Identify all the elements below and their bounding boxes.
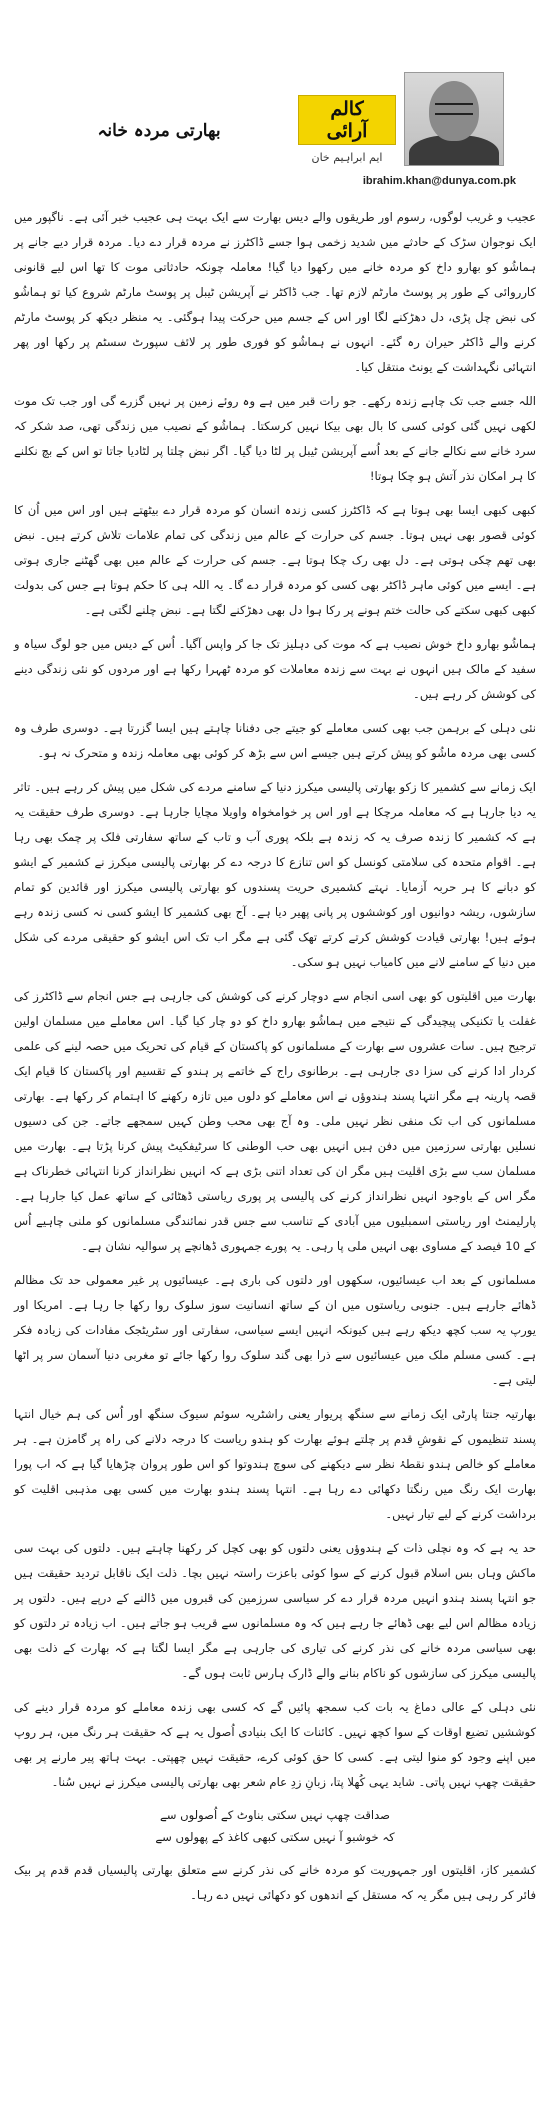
paragraph-5: نئی دہلی کے برہمن جب بھی کسی معاملے کو جیتے جی دفنانا چاہتے ہیں ایسا گزرتا ہے۔ دوسری طرف وہ کسی بھی مردہ ماشُو کو پیش کرتے ہیں جیسے اس سے بڑھ کر کوئی بھی معاملہ زندہ و متحرک نہ ہو۔ — [14, 721, 536, 760]
article-body — [14, 205, 536, 1908]
poem-couplet — [14, 1804, 536, 1848]
paragraph-9: بھارتیہ جنتا پارٹی ایک زمانے سے سنگھ پریوار یعنی راشٹریہ سوئم سیوک سنگھ اور اُس کی ہم خیال انتہا پسند تنظیموں کے نقوشِ قدم پر چلتے ہوئے بھارت کو ہندو ریاست کا درجہ دلانے کی راہ پر گامزن ہے۔ ہر معاملے کو خالص ہندو نقطۂ نظر سے دیکھنے کی سوچ ہندوتوا کو اس طور پروان چڑھایا گیا ہے کہ اب پورا بھارت ایک رنگ میں رنگتا دکھائی دے رہا ہے۔ انتہا پسند ہندو بھارت میں کسی بھی مذہبی اقلیت کو برداشت کرنے کے لیے تیار نہیں۔ — [14, 1407, 536, 1521]
closing-paragraph: کشمیر کاز، اقلیتوں اور جمہوریت کو مردہ خانے کی نذر کرنے سے متعلق بھارتی پالیسیاں قدم قدم پر بیک فائر کر رہی ہیں مگر یہ کہ مستقل کے اندھوں کو دکھائی نہیں دے رہا۔ — [14, 1863, 536, 1902]
paragraph-11: نئی دہلی کے عالی دماغ یہ بات کب سمجھ پائیں گے کہ کسی بھی زندہ معاملے کو مردہ قرار دینے کی کوششیں تضیع اوقات کے سوا کچھ نہیں۔ کائنات کا ایک بنیادی اُصول یہ ہے کہ حقیقت ہر رنگ میں، ہر روپ میں اپنے وجود کو منوا لیتی ہے۔ کسی کا حق کوئی کرے، حقیقت نہیں چھپتی۔ بہت ہاتھ پیر مارنے پر بھی حقیقت چھپ نہیں پاتی۔ شاید یہی کُھلا پتا، زبانِ زدِ عام شعر بھی بھارتی پالیسی میکرز نے نہیں سُنا۔ — [14, 1700, 536, 1789]
column-brand — [298, 95, 396, 164]
author-email: ibrahim.khan@dunya.com.pk — [362, 175, 516, 187]
author-photo — [404, 72, 504, 166]
paragraph-6: ایک زمانے سے کشمیر کا زکو بھارتی پالیسی میکرز دنیا کے سامنے مردے کی شکل میں پیش کر رہے ہیں۔ تاثر یہ دیا جارہا ہے کہ معاملہ مرچکا ہے اور اس پر خوامخواہ واویلا مچایا جارہا ہے۔ دوسری طرف حقیقت یہ ہے کہ کشمیر کا زندہ صرف یہ کہ زندہ ہے بلکہ پوری آب و تاب کے ساتھ سفارتی فلک پر چمک بھی رہا ہے۔ اقوام متحدہ کی سلامتی کونسل کو اس تنازع کا درجہ دے کر بھارتی پالیسی میکرز نے کشمیر کے ایشو کو دبانے کا ہر حربہ آزمایا۔ نہتے کشمیری حریت پسندوں کو بھارتی پالیسی میکرز اور قائدین کو تمام سازشوں، ریشہ دوانیوں اور کوششوں پر پانی پھیر دیا ہے۔ آج بھی کشمیر کا ایشو کسی نہ کسی زندہ رہے ہوئے ہیں! بھارتی قیادت کوشش کرتے کرتے تھک گئی ہے مگر اب تک اس ایشو کو حقیقی مردے کی شکل میں دنیا کے سامنے لانے میں کامیاب نہیں ہو سکی۔ — [14, 780, 536, 969]
paragraph-2: اللہ جسے جب تک چاہے زندہ رکھے۔ جو رات قبر میں ہے وہ روئے زمین پر نہیں گزرے گی اور جب تک موت لکھی نہیں گئی کوئی کسی کا بال بھی بیکا نہیں کرسکتا۔ ہماشُو کے نصیب میں زندگی تھی، صد شکر کہ سرد خانے سے نکالے جانے کے بعد اُسے آپریشن ٹیبل پر لٹا دیا گیا۔ اگر نبض چلتا پر لٹادیا جاتا تو اس کے بچ نکلنے کا ہر امکان نذر آتش ہو چکا ہوتا! — [14, 394, 536, 483]
poem-line-1: صداقت چھپ نہیں سکتی بناوٹ کے اُصولوں سے — [159, 1808, 391, 1822]
paragraph-4: ہماشُو بھارو داخ خوش نصیب ہے کہ موت کی دہلیز تک جا کر واپس آگیا۔ اُس کے دیس میں جو لوگ سیاہ و سفید کے مالک ہیں انہوں نے بہت سے زندہ معاملات کو مردہ ٹھہرا رکھا ہے اور مردوں کو نئی زندگی دینے کی کوشش کر رہے ہیں۔ — [14, 637, 536, 701]
column-name: کالم آرائی — [298, 95, 396, 145]
article-title: بھارتی مردہ خانہ — [97, 121, 221, 141]
author-photo-glasses — [435, 103, 473, 115]
author-name: ایم ابراہیم خان — [311, 151, 383, 164]
paragraph-10: حد یہ ہے کہ وہ نچلی ذات کے ہندوؤں یعنی دلتوں کو بھی کچل کر رکھنا چاہتے ہیں۔ دلتوں کی بہت سی ماکش وہاں بس اسلام قبول کرنے کے سوا کوئی باعزت راستہ نہیں بچا۔ ذلت ایک ناقابل تردید حقیقت ہیں جو انتہا پسند ہندو انہیں مردہ قرار دے کر سیاسی سرزمین کی قبروں میں ڈالنے کے درپے ہیں۔ دلتوں پر زیادہ مظالم اس لیے بھی ڈھائے جا رہے ہیں کہ وہ مسلمانوں سے قریب ہو جاتے ہیں۔ اب زیادہ تر دلتوں کو بھی سیاسی مردہ خانے کی نذر کرنے کی تیاری کی جارہی ہے مگر ایسا لگتا ہے کہ بھارت کے ذلت بھی پالیسی میکرز کی سازشوں کو ناکام بنانے والے ڈارک ہارس ثابت ہوں گے۔ — [14, 1541, 536, 1680]
paragraph-7: بھارت میں اقلیتوں کو بھی اسی انجام سے دوچار کرنے کی کوشش کی جارہی ہے جس انجام سے ڈاکٹرز کی غفلت یا تکنیکی پیچیدگی کے نتیجے میں ہماشُو بھارو داخ کو دو چار کیا گیا۔ اس معاملے میں مسلمان اولین ترجیح ہیں۔ سات عشروں سے بھارت کے مسلمانوں کو پاکستان کے قیام کی تحریک میں حصہ لینے کی علمی کردار ادا کرنے کی سزا دی جارہی ہے۔ برطانوی راج کے خاتمے پر ہندو کے تقسیم اور پاکستان کا قیام ایک قصہ پارینہ ہے مگر انتہا پسند ہندوؤں نے اس معاملے کو دلوں میں تازہ رکھنے کا اہتمام کر رکھا ہے۔ بھارتی مسلمانوں کی اب تک منفی نظر نہیں ملی۔ وہ آج بھی محب وطن کہیں سمجھے جاتے۔ جن کی دسیوں نسلیں بھارتی سرزمین میں دفن ہیں انہیں بھی حب الوطنی کا سرٹیفکیٹ پیش کرنا پڑتا ہے۔ بھارت میں مسلمان سب سے بڑی اقلیت ہیں مگر ان کی تعداد اتنی بڑی ہے کہ انہیں نظرانداز کرنا انتہائی خطرناک ہے مگر اس کے باوجود انہیں نظرانداز کرنے کی پالیسی پر پوری ریاستی ڈھٹائی کے ساتھ عمل کیا جارہا ہے۔ پارلیمنٹ اور ریاستی اسمبلیوں میں آبادی کے تناسب سے جس قدر نمائندگی مسلمانوں کو ملنی چاہیے اُس کے 10 فیصد کے مساوی بھی انہیں ملی پا رہی۔ یہ پورے جمہوری ڈھانچے پر سوالیہ نشان ہے۔ — [14, 989, 536, 1253]
column-header — [14, 0, 536, 205]
paragraph-1: عجیب و غریب لوگوں، رسوم اور طریقوں والے دیس بھارت سے ایک بہت ہی عجیب خبر آئی ہے۔ ناگپور میں ایک نوجوان سڑک کے حادثے میں شدید زخمی ہوا جسے ڈاکٹرز نے مردہ قرار دے دیا۔ مردہ قرار دیے جانے پر ہماشُو کو بھارو داخ کو مردہ خانے میں رکھوا دیا گیا! معاملہ چونکہ حادثاتی موت کا تھا اس لیے قانونی کارروائی کے طور پر پوسٹ مارٹم لازم تھا۔ جب ڈاکٹر نے آپریشن ٹیبل پر پوسٹ مارٹم شروع کیا تو ہماشُو کی نبض چل پڑی، دل دھڑکنے لگا اور اس کے جسم میں حرکت پیدا ہوگئی۔ یہ منظر دیکھ کر پوسٹ مارٹم کرنے والے ڈاکٹر حیران رہ گئے۔ انہوں نے ہماشُو کو فوری طور پر لائف سپورٹ سسٹم پر رکھا اور پھر انتہائی نگہداشت کے یونٹ منتقل کیا۔ — [14, 210, 536, 374]
paragraph-8: مسلمانوں کے بعد اب عیسائیوں، سکھوں اور دلتوں کی باری ہے۔ عیسائیوں پر غیر معمولی حد تک مظالم ڈھائے جارہے ہیں۔ جنوبی ریاستوں میں ان کے ساتھ انسانیت سوز سلوک روا رکھا جا رہا ہے۔ امریکا اور یورپ یہ سب کچھ دیکھ رہے ہیں کیونکہ انہیں ایسے سیاسی، سفارتی اور سٹریٹجک مفادات کی زیادہ فکر ہے۔ کسی مسلم ملک میں عیسائیوں سے ذرا بھی گند سلوک روا رکھا جائے تو مغربی دنیا آسمان سر پر اٹھا لیتی ہے۔ — [14, 1273, 536, 1387]
paragraph-3: کبھی کبھی ایسا بھی ہوتا ہے کہ ڈاکٹرز کسی زندہ انسان کو مردہ قرار دے بیٹھتے ہیں اور اس میں اُن کا کوئی قصور بھی نہیں ہوتا۔ جسم کی حرارت کے عالم میں زندگی کی تمام علامات تلاش کرتے ہیں۔ نبض بھی تھم چکی ہوتی ہے۔ دل بھی رک چکا ہوتا ہے۔ جسم کی حرارت کے عالم میں بھی گھٹنے جاری ہوتی ہے۔ ایسے میں کوئی ماہر ڈاکٹر بھی کسی کو مردہ قرار دے گا۔ یہ اللہ ہی کا حکم ہوتا ہے جس کی بدولت کبھی کبھی سکتے کی حالت ختم ہونے پر رکا ہوا دل بھی دھڑکنے لگتا ہے۔ نبض چلنے لگتی ہے۔ — [14, 503, 536, 617]
poem-line-2: کہ خوشبو آ نہیں سکتی کبھی کاغذ کے پھولوں سے — [155, 1830, 395, 1844]
